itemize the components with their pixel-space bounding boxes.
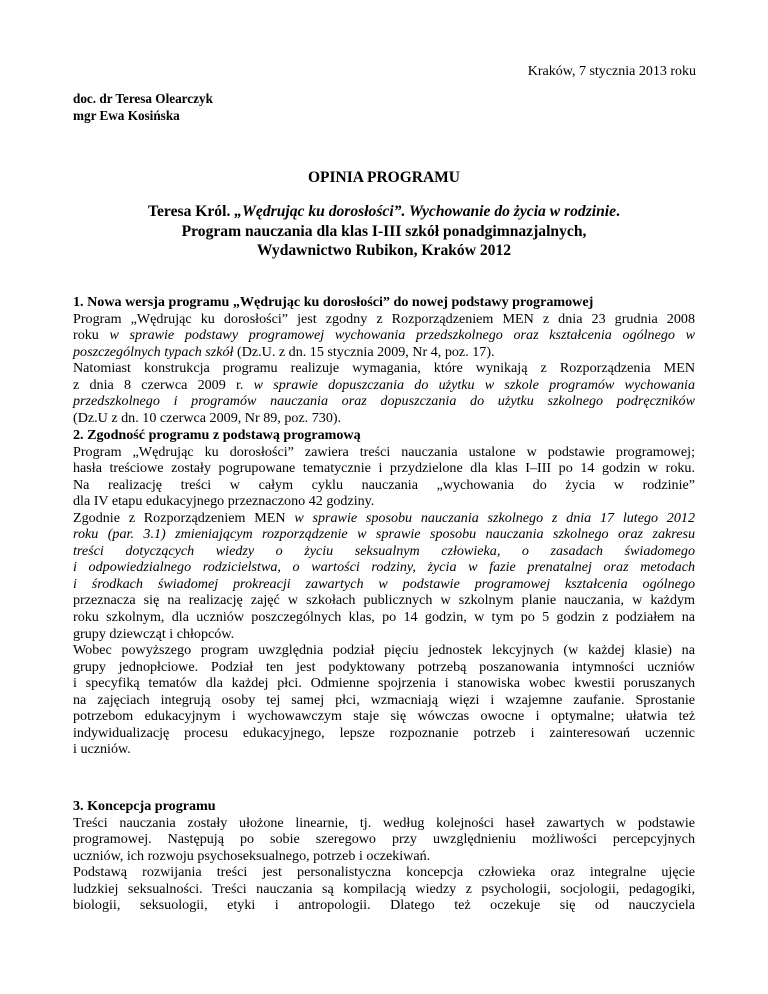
paragraph-line: Program „Wędrując ku dorosłości” jest zgodny z Rozporządzeniem MEN z dnia 23 grudnia 2008 [73, 310, 695, 327]
subtitle-work-title: „Wędrując ku dorosłości”. Wychowanie do życia w rodzinie [234, 203, 617, 220]
paragraph-line: roku w sprawie podstawy programowej wychowania przedszkolnego oraz kształcenia ogólnego w [73, 327, 696, 344]
subtitle-line: Program nauczania dla klas I-III szkół ponadgimnazjalnych, [181, 222, 587, 240]
paragraph-line: roku (par. 3.1) zmieniającym rozporządzenie w sprawie sposobu nauczania szkolnego oraz zakresu [73, 526, 695, 543]
paragraph-line: i specyfiką tematów dla każdej płci. Odmienne spojrzenia i stanowiska wobec kwestii poruszanych [73, 675, 695, 692]
section-heading: 2. Zgodność programu z podstawą programową [73, 427, 361, 443]
paragraph-line: i odpowiedzialnego rodzicielstwa, o wartości rodziny, życia w fazie prenatalnej oraz metodach [73, 559, 695, 576]
paragraph-line: Treści nauczania zostały ułożone linearnie, tj. według kolejności haseł zawartych w podstawie [73, 814, 695, 831]
subtitle-period: . [616, 203, 620, 220]
paragraph-line: Wobec powyższego program uwzględnia podział pięciu jednostek lekcyjnych (w każdej klasie) na [73, 642, 695, 659]
paragraph-line: ludzkiej seksualności. Treści nauczania są kompilacją wiedzy z psychologii, socjologii, pedagogiki, [73, 880, 695, 897]
document-title: OPINIA PROGRAMU [308, 169, 460, 186]
paragraph-line: poszczególnych typach szkół (Dz.U. z dn. 15 stycznia 2009, Nr 4, poz. 17). [73, 343, 495, 360]
paragraph-line: przeznacza się na realizację zajęć w szkołach publicznych w szkolnym planie nauczania, w każdym [73, 592, 695, 609]
subtitle-author: Teresa Król. [148, 203, 235, 220]
paragraph-line: Natomiast konstrukcja programu realizuje wymagania, które wynikają z Rozporządzenia MEN [73, 360, 695, 377]
paragraph-line: uczniów, ich rozwoju psychoseksualnego, potrzeb i oczekiwań. [73, 847, 431, 864]
section-2 [73, 427, 695, 758]
paragraph-line: na zajęciach integrują osoby tej samej płci, wzmacniają więzi i wzajemne zaufanie. Sprostanie [73, 691, 695, 708]
document-date: Kraków, 7 stycznia 2013 roku [527, 64, 696, 79]
section-heading: 1. Nowa wersja programu „Wędrując ku dorosłości” do nowej podstawy programowej [73, 294, 594, 310]
section-heading: 3. Koncepcja programu [73, 798, 216, 814]
paragraph-line: i środkach świadomej prokreacji zawartych w podstawie programowej kształcenia ogólnego [73, 575, 695, 592]
section-3 [73, 798, 695, 914]
paragraph-line: biologii, seksuologii, etyki i antropologii. Dlatego też oczekuje się od nauczyciela [73, 897, 695, 914]
paragraph-line: dla IV etapu edukacyjnego przeznaczono 42 godziny. [73, 493, 375, 510]
paragraph-line: programowej. Następują po sobie szeregowo przy uwzględnieniu możliwości percepcyjnych [73, 831, 695, 848]
author-name: mgr Ewa Kosińska [73, 108, 180, 123]
paragraph-line: (Dz.U z dn. 10 czerwca 2009, Nr 89, poz. 730). [73, 409, 342, 426]
paragraph-line: potrzebom edukacyjnym i wychowawczym staje się wówczas owocne i optymalne; ułatwia też [73, 708, 695, 725]
authors-block [73, 90, 213, 124]
paragraph-line: grupy jednopłciowe. Podział ten jest podyktowany potrzebą poszanowania intymności uczniów [73, 658, 695, 675]
paragraph-line: przedszkolnego i programów nauczania oraz dopuszczania do użytku szkolnego podręczników [73, 393, 695, 410]
paragraph-line: Program „Wędrując ku dorosłości” zawiera treści nauczania ustalone w podstawie programowej; [73, 443, 695, 460]
paragraph-line: z dnia 8 czerwca 2009 r. w sprawie dopuszczania do użytku w szkole programów wychowania [73, 376, 696, 393]
paragraph-line: i uczniów. [73, 741, 131, 758]
subtitle-line: Wydawnictwo Rubikon, Kraków 2012 [256, 242, 512, 260]
paragraph-line: Na realizację treści w całym cyklu nauczania „wychowania do życia w rodzinie” [73, 476, 695, 493]
paragraph-line: indywidualizację procesu edukacyjnego, lepsze rozpoznanie potrzeb i zainteresowań uczennic [73, 724, 695, 741]
document-subtitle [0, 202, 768, 261]
paragraph-line: hasła treściowe zostały pogrupowane tematycznie i przydzielone dla klas I–III po 14 godzin w roku. [73, 460, 695, 477]
author-name: doc. dr Teresa Olearczyk [73, 91, 213, 106]
paragraph-line: Podstawą rozwijania treści jest personalistyczna koncepcja człowieka oraz integralne ujęcie [73, 864, 695, 881]
section-1 [73, 294, 695, 426]
paragraph-line: roku szkolnym, dla uczniów poszczególnych klas, po 14 godzin, w tym po 5 godzin z podziałem na [73, 609, 695, 626]
subtitle-line [0, 202, 768, 222]
paragraph-line: Zgodnie z Rozporządzeniem MEN w sprawie sposobu nauczania szkolnego z dnia 17 lutego 2012 [73, 509, 695, 526]
paragraph-line: grupy dziewcząt i chłopców. [73, 625, 235, 642]
paragraph-line: treści dotyczących wiedzy o życiu seksualnym człowieka, o zasadach świadomego [73, 542, 695, 559]
